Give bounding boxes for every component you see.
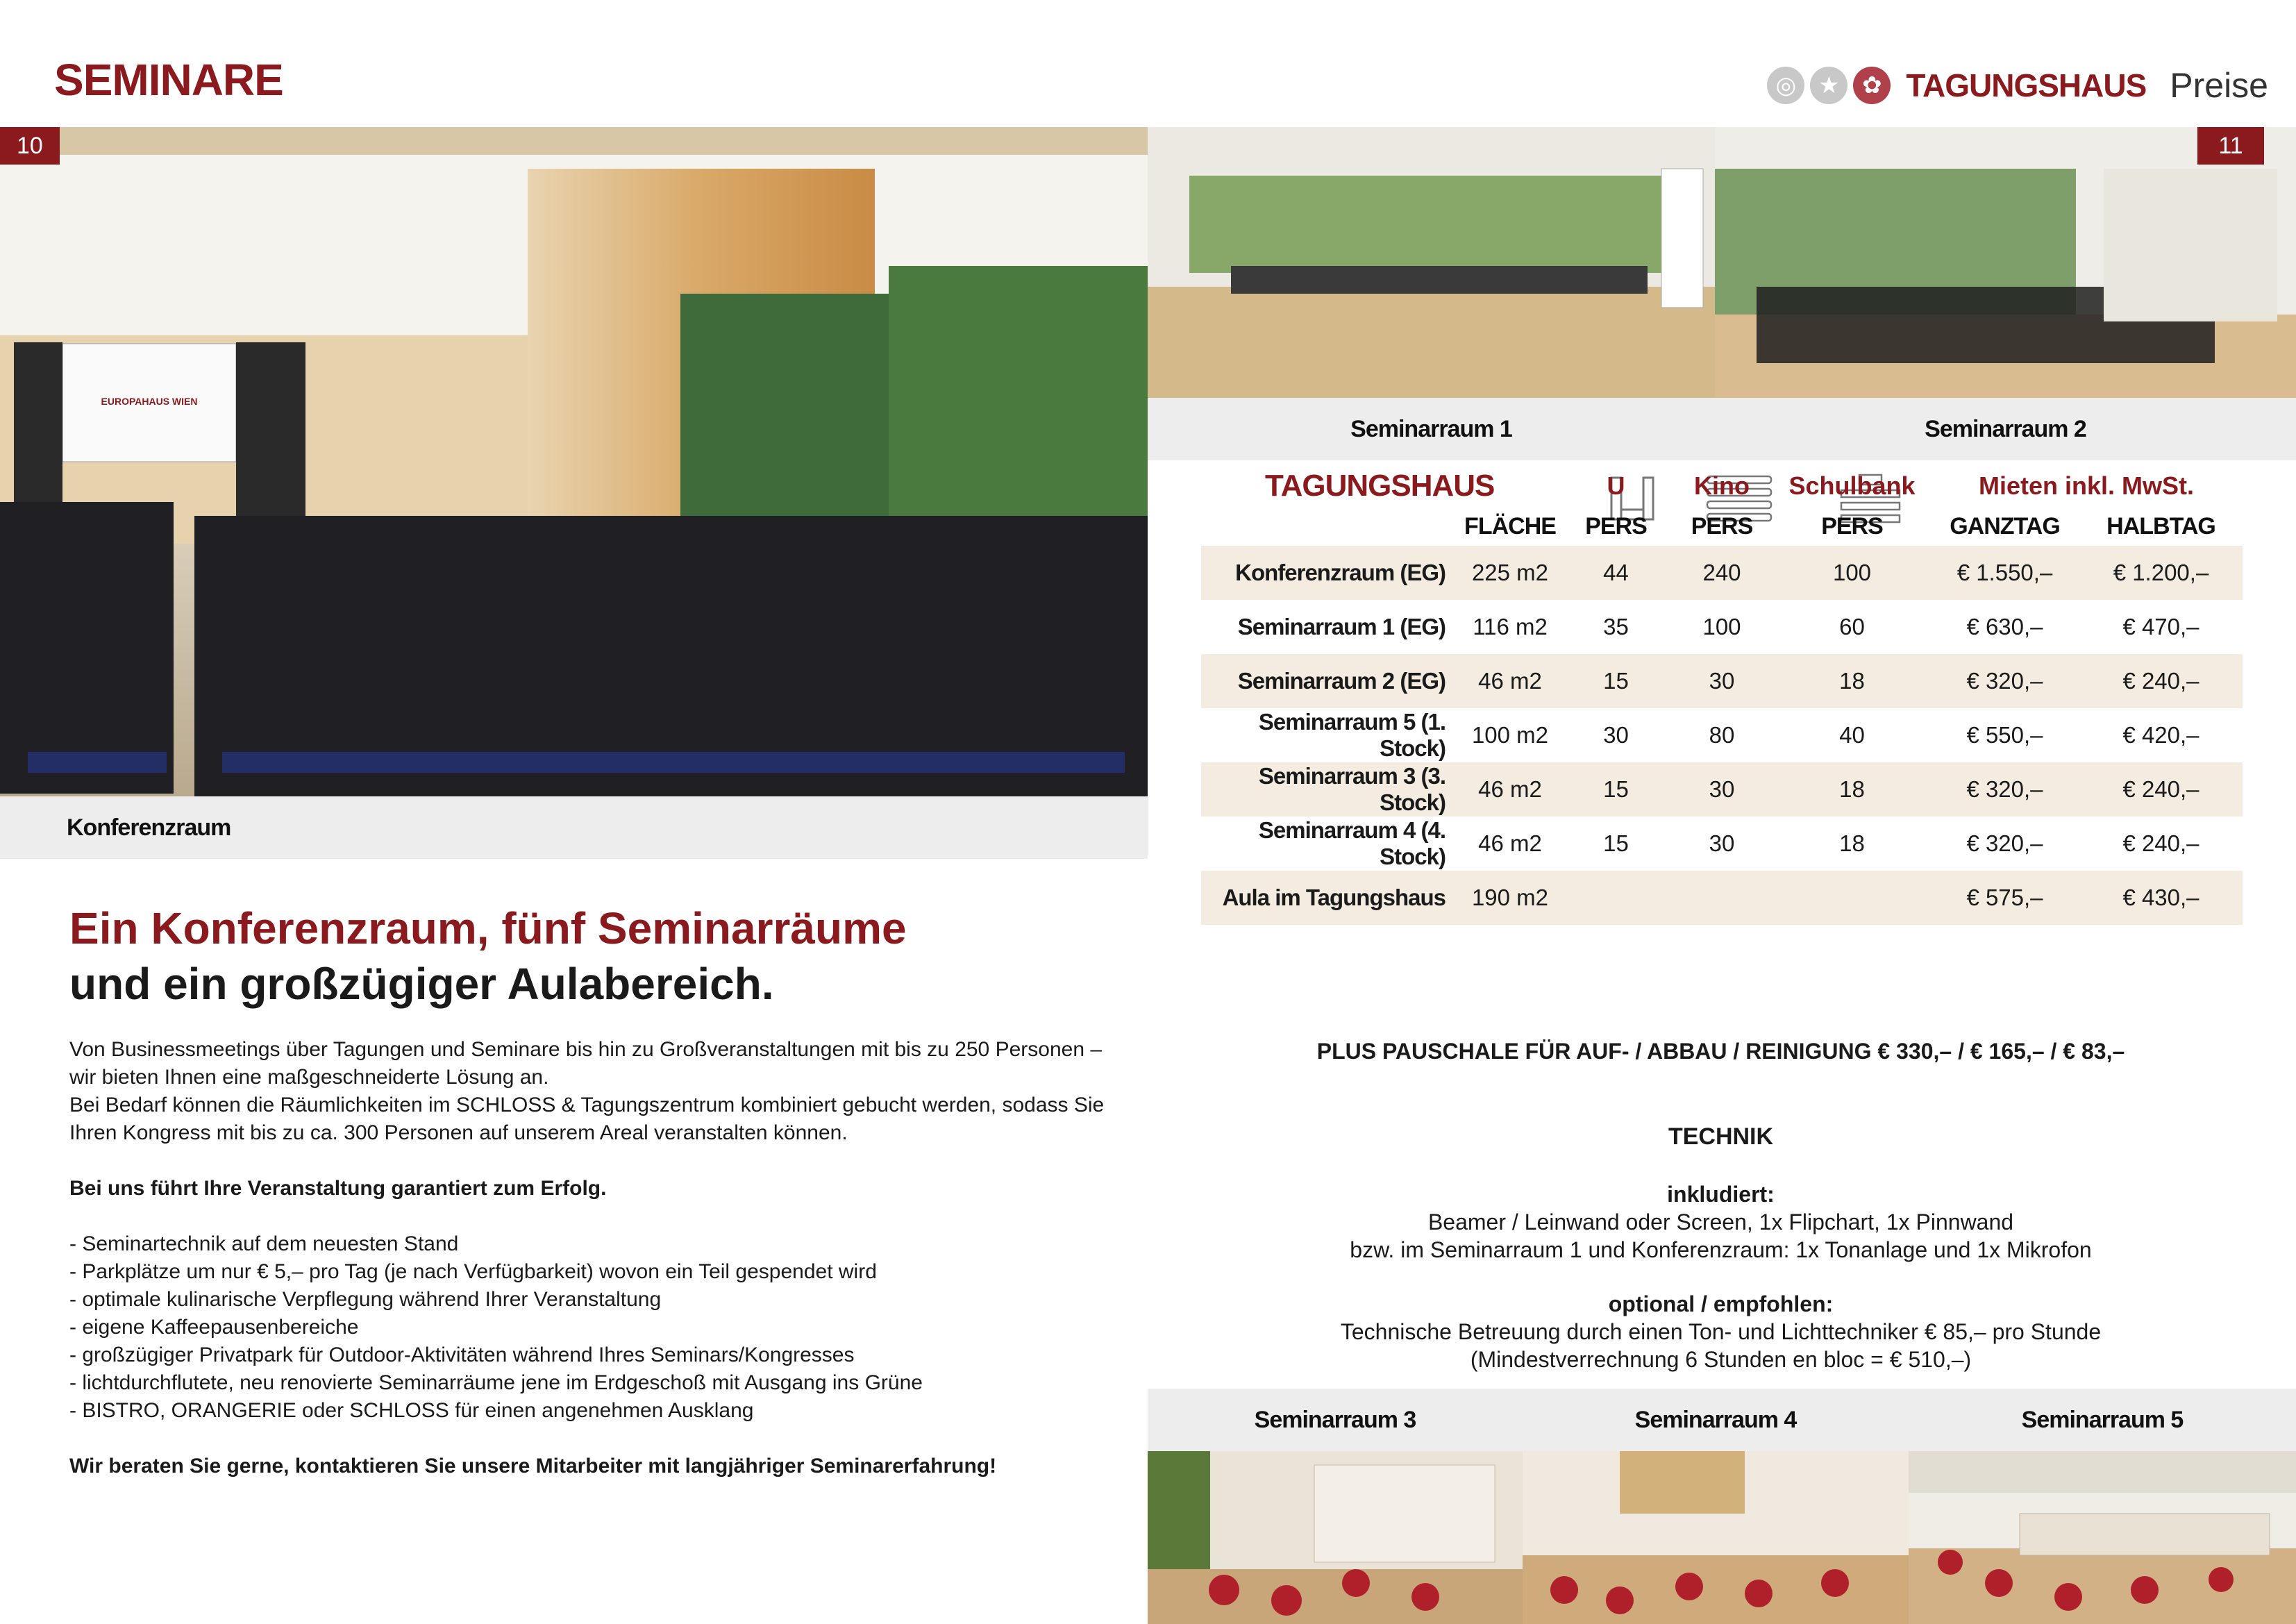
bullet-item: - lichtdurchflutete, neu renovierte Seminarräume jene im Erdgeschoß mit Ausgang ins Grüne xyxy=(69,1371,923,1394)
stage-screen-text: EUROPAHAUS WIEN xyxy=(101,396,198,407)
header-u: U xyxy=(1607,471,1625,500)
table-row xyxy=(1201,546,2243,600)
bullet-item: - eigene Kaffeepausenbereiche xyxy=(69,1316,359,1339)
closing-line: Wir beraten Sie gerne, kontaktieren Sie unsere Mitarbeiter mit langjähriger Seminarerfahrung! xyxy=(69,1455,997,1477)
halbtag-cell: € 240,– xyxy=(2122,830,2199,856)
caption-seminarraum-4: Seminarraum 4 xyxy=(1523,1389,1909,1451)
seminarraum-3-image xyxy=(1148,1451,1523,1624)
schulbank-cell xyxy=(1774,871,1930,925)
column-header: HALBTAG xyxy=(2106,512,2215,539)
ganztag-cell: € 320,– xyxy=(1966,830,2043,856)
schulbank-cell: 18 xyxy=(1774,654,1930,708)
headline-primary: Ein Konferenzraum, fünf Seminarräume xyxy=(69,903,907,953)
technik-included xyxy=(1146,1180,2296,1264)
bullet-item: - optimale kulinarische Verpflegung während Ihrer Veranstaltung xyxy=(69,1288,662,1311)
u-cell: 44 xyxy=(1562,546,1670,600)
page-title: SEMINARE xyxy=(54,55,283,105)
area-cell: 190 m2 xyxy=(1458,871,1562,925)
seminarraum-2-photo xyxy=(1715,127,2296,398)
area-cell: 46 m2 xyxy=(1458,762,1562,817)
kino-cell: 80 xyxy=(1709,722,1735,748)
column-header: PERS xyxy=(1821,512,1883,539)
room-name: Seminarraum 5 (1. Stock) xyxy=(1258,709,1446,761)
room-name: Seminarraum 4 (4. Stock) xyxy=(1258,817,1446,869)
table-row xyxy=(1201,871,2243,925)
header-mieten: Mieten inkl. MwSt. xyxy=(1978,471,2195,500)
caption-seminarraum-1: Seminarraum 1 xyxy=(1148,398,1715,460)
flower-icon: ✿ xyxy=(1853,67,1891,104)
schulbank-cell: 18 xyxy=(1774,762,1930,817)
area-cell: 116 m2 xyxy=(1473,614,1548,639)
section-label: Preise xyxy=(2170,66,2268,105)
halbtag-cell: € 240,– xyxy=(2079,762,2243,817)
intro-paragraph-2: Bei Bedarf können die Räumlichkeiten im SCHLOSS & Tagungszentrum kombiniert gebucht werden, sodass Sie Ihren Kongress mit bis zu ca. 300 Personen auf unserem Areal veranstalten können. xyxy=(69,1094,1105,1144)
u-cell: 15 xyxy=(1562,654,1670,708)
halbtag-cell: € 420,– xyxy=(2122,722,2199,748)
kino-cell: 30 xyxy=(1670,762,1774,817)
included-line-1: Beamer / Leinwand oder Screen, 1x Flipchart, 1x Pinnwand xyxy=(1427,1209,2014,1234)
area-cell: 225 m2 xyxy=(1458,546,1562,600)
room-name: Seminarraum 2 (EG) xyxy=(1201,654,1458,708)
column-header: PERS xyxy=(1691,512,1753,539)
plus-fee-line: PLUS PAUSCHALE FÜR AUF- / ABBAU / REINIGUNG € 330,– / € 165,– / € 83,– xyxy=(1316,1039,2125,1064)
room-name: Konferenzraum (EG) xyxy=(1201,546,1458,600)
table-row xyxy=(1201,654,2243,708)
bullet-item: - BISTRO, ORANGERIE oder SCHLOSS für einen angenehmen Ausklang xyxy=(69,1399,754,1422)
seminarraum-5-image xyxy=(1909,1451,2296,1624)
konferenzraum-photo xyxy=(0,127,1148,796)
ganztag-cell: € 550,– xyxy=(1966,722,2043,748)
table-row xyxy=(1201,600,2243,654)
ganztag-cell: € 630,– xyxy=(1966,614,2043,639)
column-header: FLÄCHE xyxy=(1464,512,1556,539)
technik-optional xyxy=(1146,1290,2296,1373)
optional-line-1: Technische Betreuung durch einen Ton- und Lichttechniker € 85,– pro Stunde xyxy=(1340,1319,2102,1344)
seminarraum-3-photo xyxy=(1148,1451,1523,1624)
u-cell: 35 xyxy=(1603,614,1629,639)
caption-seminarraum-5: Seminarraum 5 xyxy=(1909,1389,2296,1451)
u-cell: 15 xyxy=(1603,830,1629,856)
star-icon: ★ xyxy=(1810,67,1847,104)
price-table xyxy=(1201,465,2243,925)
seminarraum-4-image xyxy=(1523,1451,1909,1624)
included-label: inkludiert: xyxy=(1667,1182,1775,1207)
room-name: Seminarraum 3 (3. Stock) xyxy=(1201,762,1458,817)
kino-cell xyxy=(1670,871,1774,925)
logo-circles-icon: ◎ xyxy=(1767,67,1804,104)
headline-secondary: und ein großzügiger Aulabereich. xyxy=(69,959,774,1009)
schulbank-cell: 100 xyxy=(1774,546,1930,600)
optional-label: optional / empfohlen: xyxy=(1608,1291,1834,1316)
intro-text xyxy=(69,1036,1118,1480)
schulbank-cell: 40 xyxy=(1839,722,1865,748)
included-line-2: bzw. im Seminarraum 1 und Konferenzraum: 1x Tonanlage und 1x Mikrofon xyxy=(1350,1237,2092,1262)
konferenzraum-image xyxy=(0,127,1148,796)
ganztag-cell: € 320,– xyxy=(1930,762,2079,817)
seminarraum-4-photo xyxy=(1523,1451,1909,1624)
table-row xyxy=(1201,708,2243,762)
ganztag-cell: € 320,– xyxy=(1930,654,2079,708)
ganztag-cell: € 1.550,– xyxy=(1930,546,2079,600)
column-header: PERS xyxy=(1585,512,1647,539)
intro-paragraph-1: Von Businessmeetings über Tagungen und Seminare bis hin zu Großveranstaltungen mit bis zu 250 Personen – wir bieten Ihnen eine maßgeschneiderte Lösung an. xyxy=(69,1038,1103,1089)
intro-bold-line: Bei uns führt Ihre Veranstaltung garantiert zum Erfolg. xyxy=(69,1177,607,1200)
header-schulbank: Schulbank xyxy=(1788,471,1916,500)
area-cell: 100 m2 xyxy=(1471,722,1549,748)
kino-cell: 240 xyxy=(1670,546,1774,600)
halbtag-cell: € 430,– xyxy=(2079,871,2243,925)
technik-title: TECHNIK xyxy=(1668,1123,1774,1150)
u-cell xyxy=(1562,871,1670,925)
kino-cell: 30 xyxy=(1670,654,1774,708)
header-kino: Kino xyxy=(1694,471,1750,500)
u-cell: 15 xyxy=(1562,762,1670,817)
page-number-left: 10 xyxy=(0,127,60,165)
table-title: TAGUNGSHAUS xyxy=(1265,469,1495,503)
table-row xyxy=(1201,817,2243,871)
schulbank-cell: 60 xyxy=(1839,614,1865,639)
seminarraum-5-photo xyxy=(1909,1451,2296,1624)
halbtag-cell: € 240,– xyxy=(2079,654,2243,708)
room-name: Seminarraum 1 (EG) xyxy=(1237,614,1446,639)
bullet-item: - Parkplätze um nur € 5,– pro Tag (je nach Verfügbarkeit) wovon ein Teil gespendet wird xyxy=(69,1260,877,1283)
u-cell: 30 xyxy=(1603,722,1629,748)
brand-name: TAGUNGSHAUS xyxy=(1906,67,2147,103)
ganztag-cell: € 575,– xyxy=(1930,871,2079,925)
kino-cell: 100 xyxy=(1702,614,1741,639)
seminarraum-1-photo xyxy=(1148,127,1715,398)
caption-seminarraum-3: Seminarraum 3 xyxy=(1148,1389,1523,1451)
page-number-right: 11 xyxy=(2197,127,2264,165)
halbtag-cell: € 1.200,– xyxy=(2079,546,2243,600)
room-name: Aula im Tagungshaus xyxy=(1201,871,1458,925)
photo-caption: Konferenzraum xyxy=(0,796,1148,859)
caption-seminarraum-2: Seminarraum 2 xyxy=(1715,398,2296,460)
kino-cell: 30 xyxy=(1709,830,1735,856)
area-cell: 46 m2 xyxy=(1458,654,1562,708)
seminarraum-1-image xyxy=(1148,127,1715,398)
column-header: GANZTAG xyxy=(1950,512,2060,539)
optional-line-2: (Mindestverrechnung 6 Stunden en bloc = € 510,–) xyxy=(1470,1347,1972,1372)
bullet-item: - Seminartechnik auf dem neuesten Stand xyxy=(69,1232,459,1255)
halbtag-cell: € 470,– xyxy=(2122,614,2199,639)
table-row xyxy=(1201,762,2243,817)
area-cell: 46 m2 xyxy=(1478,830,1542,856)
seminarraum-2-image xyxy=(1715,127,2296,398)
brand-header xyxy=(1767,61,2296,110)
bullet-item: - großzügiger Privatpark für Outdoor-Aktivitäten während Ihres Seminars/Kongresses xyxy=(69,1343,855,1366)
schulbank-cell: 18 xyxy=(1839,830,1865,856)
